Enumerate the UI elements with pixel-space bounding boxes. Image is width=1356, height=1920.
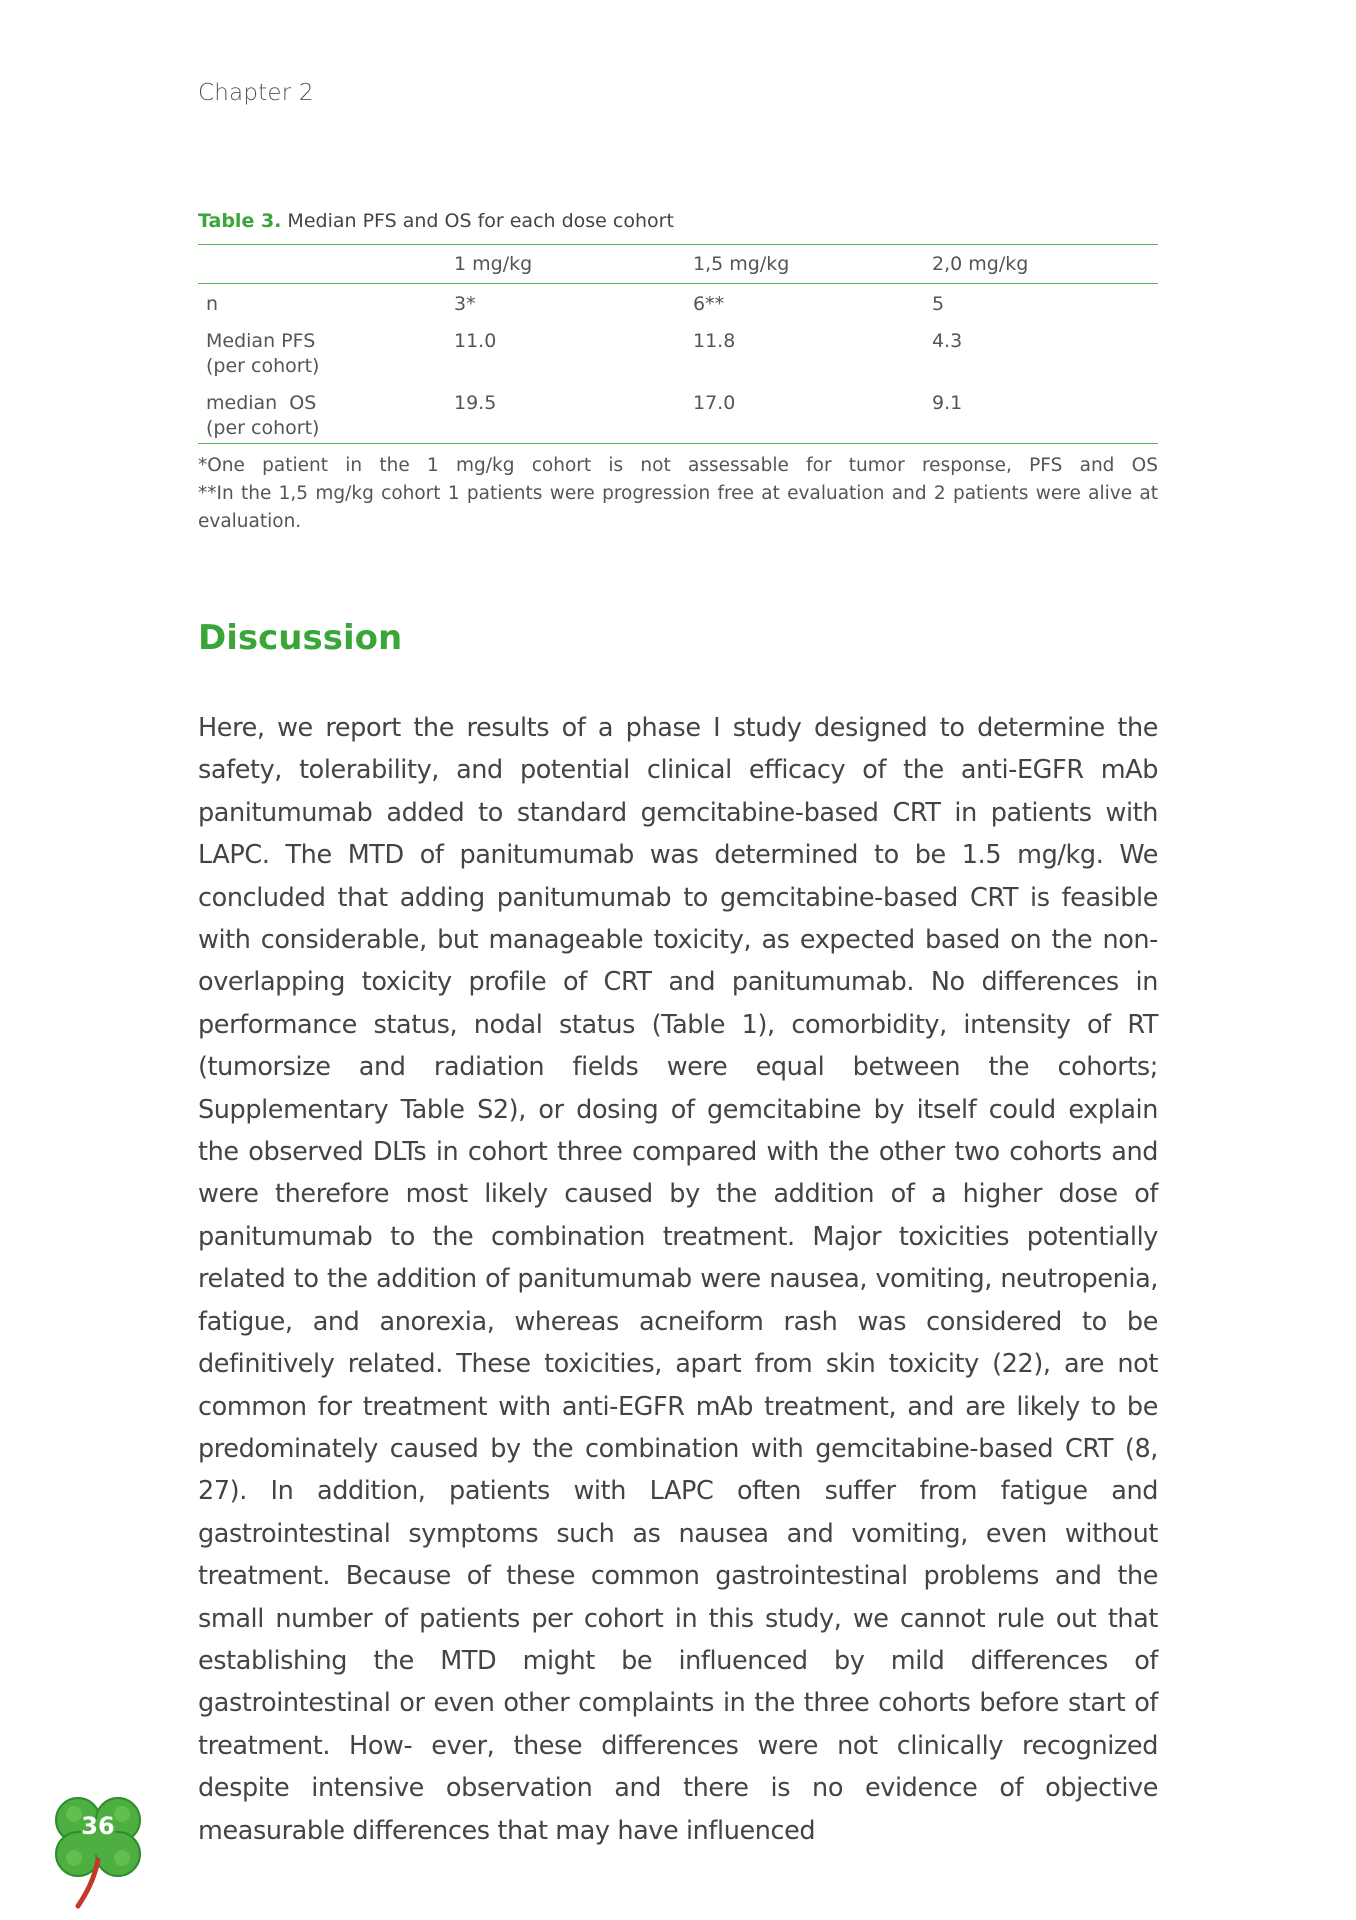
table-cell: 9.1 bbox=[932, 392, 963, 414]
row-label: median OS (per cohort) bbox=[206, 392, 320, 439]
table-caption-text: Median PFS and OS for each dose cohort bbox=[281, 210, 674, 232]
table-cell: 17.0 bbox=[693, 392, 736, 414]
table-cell: 5 bbox=[932, 293, 945, 315]
table-row bbox=[198, 321, 1158, 383]
discussion-body: Here, we report the results of a phase I study designed to determine the safety, tolerability, and potential clinical efficacy of the anti-EGFR mAb panitumumab added to standard gemcitabine-based CRT in patients with LAPC. The MTD of panitumumab was determined to be 1.5 mg/kg. We concluded that adding panitumumab to gemcitabine-based CRT is feasible with considerable, but manageable toxicity, as expected based on the non- overlapping toxicity profile of CRT and panitumumab. No differences in performance status, nodal status (Table 1), comorbidity, intensity of RT (tumorsize and radiation fields were equal between the cohorts; Supplementary Table S2), or dosing of gemcitabine by itself could explain the observed DLTs in cohort three compared with the other two cohorts and were therefore most likely caused by the addition of a higher dose of panitumumab to the combination treatment. Major toxicities potentially related to the addition of panitumumab were nausea, vomiting, neutropenia, fatigue, and anorexia, whereas acneiform rash was considered to be definitively related. These toxicities, apart from skin toxicity (22), are not common for treatment with anti-EGFR mAb treatment, and are likely to be predominately caused by the combination with gemcitabine-based CRT (8, 27). In addition, patients with LAPC often suffer from fatigue and gastrointestinal symptoms such as nausea and vomiting, even without treatment. Because of these common gastrointestinal problems and the small number of patients per cohort in this study, we cannot rule out that establishing the MTD might be influenced by mild differences of gastrointestinal or even other complaints in the three cohorts before start of treatment. How- ever, these differences were not clinically recognized despite intensive observation and there is no evidence of objective measurable differences that may have influenced bbox=[198, 713, 1158, 1846]
table-footnotes bbox=[198, 452, 1158, 536]
table-cell: 3* bbox=[454, 293, 476, 315]
table-cell: 6** bbox=[693, 293, 725, 315]
table-caption-label: Table 3. bbox=[198, 210, 282, 232]
column-header: 1,5 mg/kg bbox=[685, 245, 924, 284]
pfs-os-table bbox=[198, 244, 1158, 444]
page-number: 36 bbox=[81, 1812, 115, 1840]
table-cell: 11.0 bbox=[454, 330, 497, 352]
running-head: Chapter 2 bbox=[198, 80, 314, 106]
section-title: Discussion bbox=[198, 618, 403, 658]
table-cell: 19.5 bbox=[454, 392, 497, 414]
column-header bbox=[198, 245, 446, 284]
table-caption bbox=[198, 210, 1158, 232]
row-label: Median PFS (per cohort) bbox=[206, 330, 320, 377]
four-leaf-clover-icon bbox=[48, 1790, 148, 1910]
table-block bbox=[198, 210, 1158, 536]
table-row bbox=[198, 383, 1158, 444]
footnote: **In the 1,5 mg/kg cohort 1 patients were progression free at evaluation and 2 patients were alive at evaluation. bbox=[198, 483, 1158, 532]
table-row bbox=[198, 284, 1158, 322]
row-label: n bbox=[206, 293, 219, 315]
table-cell: 11.8 bbox=[693, 330, 736, 352]
table-cell: 4.3 bbox=[932, 330, 963, 352]
table-header-row bbox=[198, 245, 1158, 284]
column-header: 1 mg/kg bbox=[446, 245, 685, 284]
footnote: *One patient in the 1 mg/kg cohort is not assessable for tumor response, PFS and OS bbox=[198, 455, 1158, 476]
column-header: 2,0 mg/kg bbox=[924, 245, 1158, 284]
